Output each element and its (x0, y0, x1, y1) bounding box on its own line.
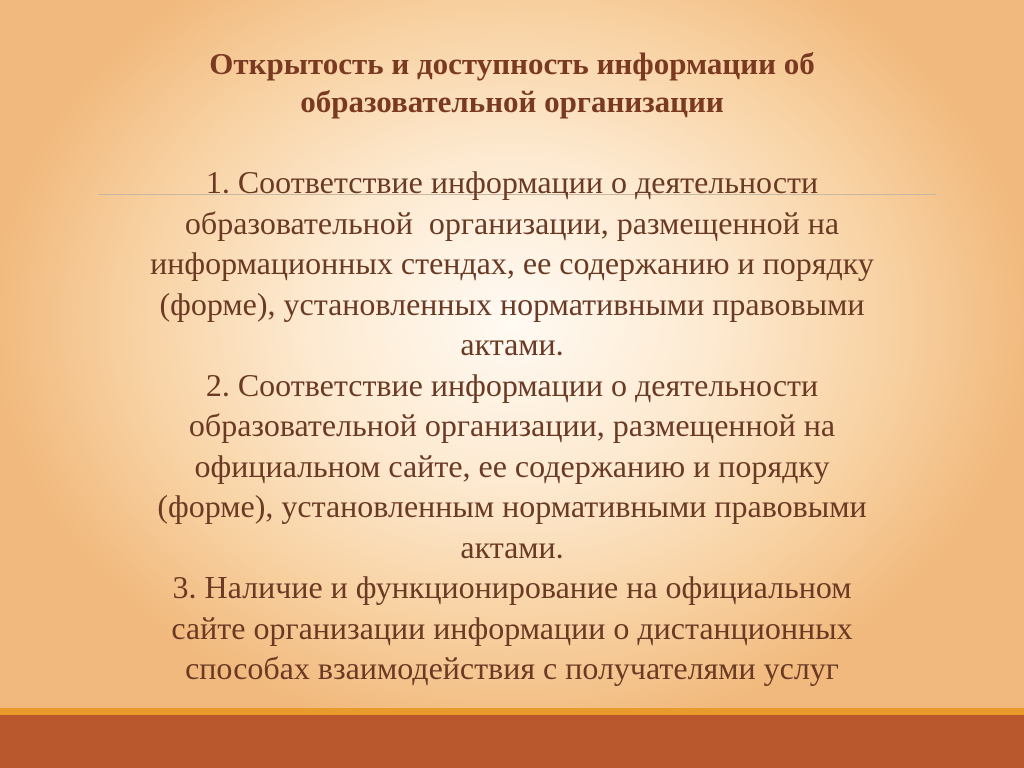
slide-title (60, 45, 964, 121)
criterion-item-1 (60, 162, 964, 365)
criterion-1-line-3: информационных стендах, ее содержанию и порядку (150, 245, 874, 281)
criterion-2-line-3: официальном сайте, ее содержанию и порядку (194, 447, 830, 484)
criterion-2-line-1: 2. Соответствие информации о деятельности (205, 366, 819, 403)
footer-bar (0, 715, 1024, 768)
criterion-2-line-2: образовательной организации, размещенной на (188, 407, 836, 443)
criterion-1-line-4: (форме), установленных нормативными правовыми (159, 285, 865, 322)
criterion-2-line-4: (форме), установленным нормативными правовыми (157, 488, 867, 524)
criterion-1-line-5: актами. (460, 326, 564, 362)
accent-stripe (0, 708, 1024, 715)
criterion-3-line-3: способах взаимодействия с получателями услуг (185, 650, 839, 686)
title-line-1: Открытость и доступность информации об (209, 46, 815, 81)
criterion-2-line-5: актами. (460, 528, 564, 565)
slide-body (60, 162, 964, 689)
criterion-item-3 (60, 567, 964, 689)
criterion-3-line-2: сайте организации информации о дистанционных (171, 609, 853, 646)
criterion-item-2 (60, 365, 964, 568)
title-line-2: образовательной организации (300, 84, 724, 119)
criterion-1-line-1: 1. Соответствие информации о деятельности (205, 164, 819, 200)
criterion-3-line-1: 3. Наличие и функционирование на официальном (172, 569, 852, 605)
criterion-1-line-2: образовательной организации, размещенной на (184, 204, 840, 241)
